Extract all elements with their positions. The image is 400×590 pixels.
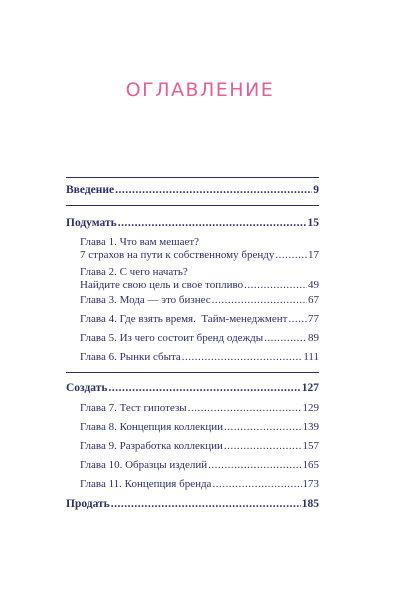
- toc-chapter-4[interactable]: [80, 313, 319, 326]
- dot-leader: [212, 294, 307, 307]
- toc-label-line1: Глава 2. С чего начать?: [80, 266, 188, 278]
- toc-label: 7 страхов на пути к собственному бренду: [80, 249, 275, 261]
- toc-chapter-3[interactable]: [80, 294, 319, 307]
- dot-leader: [115, 184, 312, 197]
- toc-label: Глава 8. Концепция коллекции: [80, 421, 224, 433]
- dot-leader: [208, 459, 301, 472]
- toc-chapter-7[interactable]: [80, 402, 319, 415]
- toc-part-sell[interactable]: [66, 498, 319, 511]
- dot-leader: [111, 498, 301, 511]
- dot-leader: [264, 332, 307, 345]
- toc-page-number: 9: [313, 184, 319, 196]
- toc-part-intro[interactable]: [66, 184, 319, 197]
- toc-page-number: 67: [308, 294, 319, 306]
- toc-page-number: 89: [308, 332, 319, 344]
- divider: [66, 372, 319, 373]
- dot-leader: [244, 279, 307, 292]
- toc-page-number: 49: [308, 279, 319, 291]
- divider: [66, 205, 319, 206]
- toc-label: Глава 11. Концепция бренда: [80, 478, 212, 490]
- toc-page-number: 157: [302, 440, 319, 452]
- toc-page-number: 111: [303, 351, 319, 363]
- dot-leader: [224, 421, 301, 434]
- page-title: ОГЛАВЛЕНИЕ: [125, 79, 275, 101]
- toc-page-number: 15: [307, 217, 319, 229]
- toc-label: Глава 10. Образцы изделий: [80, 459, 208, 471]
- toc-label: Введение: [66, 184, 115, 196]
- dot-leader: [118, 217, 307, 230]
- dot-leader: [288, 313, 307, 326]
- toc-chapter-6[interactable]: [80, 351, 319, 364]
- toc-label: Глава 4. Где взять время. Тайм-менеджмент: [80, 313, 288, 325]
- dot-leader: [275, 249, 307, 262]
- toc-chapter-1[interactable]: [80, 236, 319, 262]
- dot-leader: [224, 440, 302, 453]
- toc-label: Глава 7. Тест гипотезы: [80, 402, 187, 414]
- toc-part-think[interactable]: [66, 217, 319, 230]
- toc-label: Глава 3. Мода — это бизнес: [80, 294, 211, 306]
- toc-label: Глава 9. Разработка коллекции: [80, 440, 223, 452]
- toc-chapter-11[interactable]: [80, 478, 319, 491]
- toc-chapter-10[interactable]: [80, 459, 319, 472]
- toc-page-number: 77: [308, 313, 319, 325]
- toc-page-number: 173: [302, 478, 319, 490]
- dot-leader: [108, 382, 300, 395]
- toc-page-number: 17: [308, 249, 319, 261]
- toc-label: Продать: [66, 498, 110, 510]
- toc-part-create[interactable]: [66, 382, 319, 395]
- toc-label: Создать: [66, 382, 108, 394]
- toc-chapter-2[interactable]: [80, 266, 319, 292]
- dot-leader: [188, 402, 302, 415]
- toc-chapter-9[interactable]: [80, 440, 319, 453]
- toc-label: Подумать: [66, 217, 117, 229]
- toc-page-number: 129: [302, 402, 319, 414]
- toc-page-number: 127: [301, 382, 319, 394]
- toc-page-number: 139: [302, 421, 319, 433]
- dot-leader: [182, 351, 303, 364]
- dot-leader: [212, 478, 301, 491]
- toc-label-line1: Глава 1. Что вам мешает?: [80, 236, 200, 248]
- toc-label: Глава 5. Из чего состоит бренд одежды: [80, 332, 264, 344]
- toc-page-number: 165: [302, 459, 319, 471]
- toc-chapter-8[interactable]: [80, 421, 319, 434]
- toc-label: Найдите свою цель и свое топливо: [80, 279, 244, 291]
- toc-page-number: 185: [301, 498, 319, 510]
- divider: [66, 177, 319, 178]
- toc-chapter-5[interactable]: [80, 332, 319, 345]
- toc-label: Глава 6. Рынки сбыта: [80, 351, 181, 363]
